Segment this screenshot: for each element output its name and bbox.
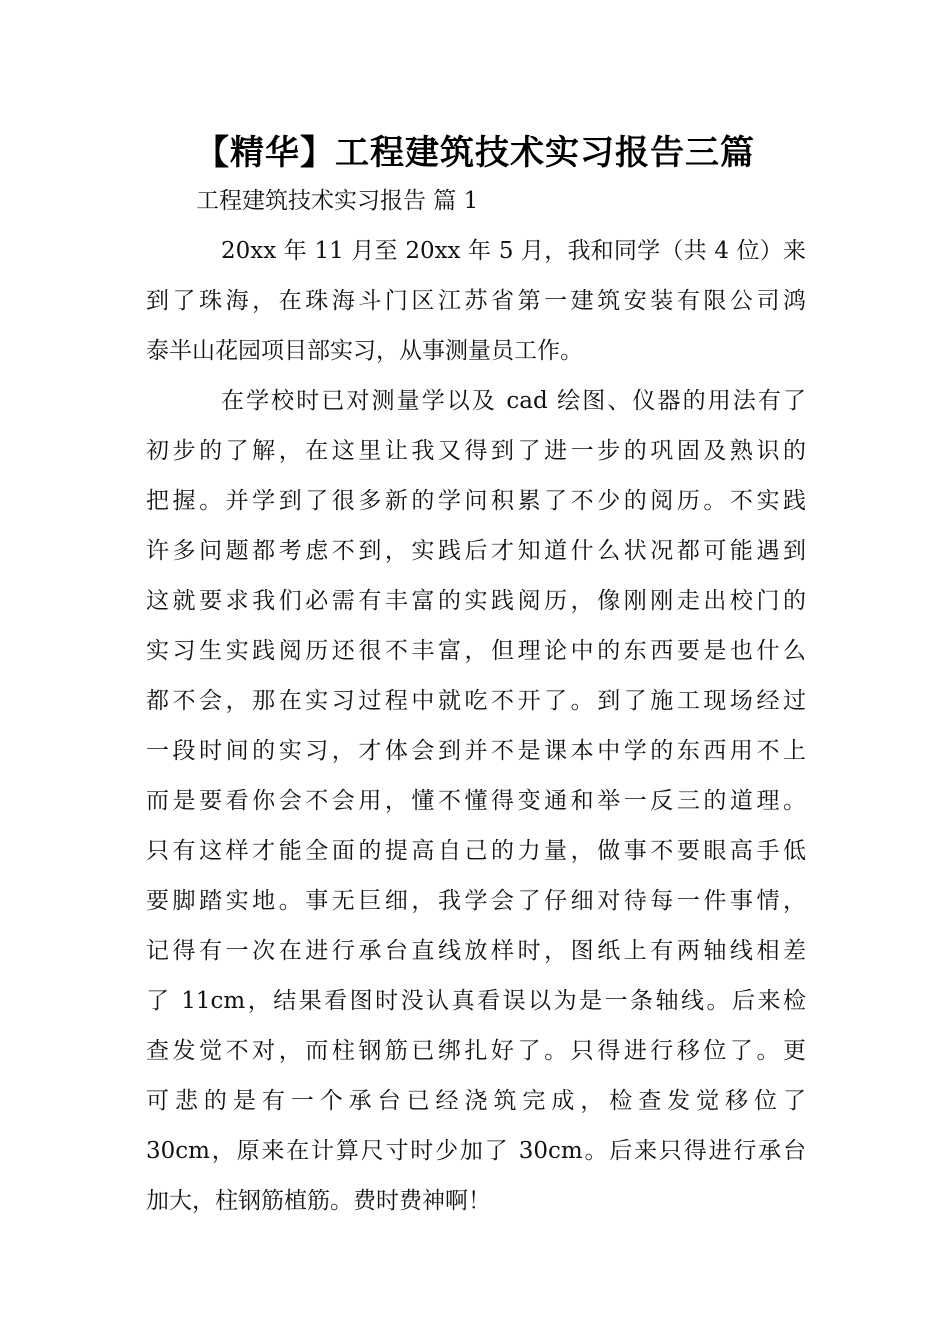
paragraph-1	[146, 226, 806, 376]
paragraph-2	[146, 376, 806, 1226]
text-line: 都不会，那在实习过程中就吃不开了。到了施工现场经过	[146, 688, 806, 714]
text-line: 了 11cm，结果看图时没认真看误以为是一条轴线。后来检	[146, 988, 806, 1014]
text-line: 实习生实践阅历还很不丰富，但理论中的东西要是也什么	[146, 638, 806, 664]
text-line: 许多问题都考虑不到，实践后才知道什么状况都可能遇到	[146, 538, 806, 564]
text-line: 记得有一次在进行承台直线放样时，图纸上有两轴线相差	[146, 938, 806, 964]
text-line: 而是要看你会不会用，懂不懂得变通和举一反三的道理。	[146, 788, 806, 814]
text-line: 30cm，原来在计算尺寸时少加了 30cm。后来只得进行承台	[146, 1138, 806, 1164]
text-line: 可悲的是有一个承台已经浇筑完成，检查发觉移位了	[146, 1088, 806, 1114]
document-title: 【精华】工程建筑技术实习报告三篇	[195, 133, 755, 173]
section-heading: 工程建筑技术实习报告 篇 1	[196, 188, 479, 214]
text-line: 这就要求我们必需有丰富的实践阅历，像刚刚走出校门的	[146, 588, 806, 614]
text-line: 查发觉不对，而柱钢筋已绑扎好了。只得进行移位了。更	[146, 1038, 806, 1064]
text-line: 到了珠海，在珠海斗门区江苏省第一建筑安装有限公司鸿	[146, 288, 806, 314]
text-line: 把握。并学到了很多新的学问积累了不少的阅历。不实践	[146, 488, 806, 514]
text-line: 20xx 年 11 月至 20xx 年 5 月，我和同学（共 4 位）来	[221, 238, 806, 264]
text-line: 泰半山花园项目部实习，从事测量员工作。	[146, 338, 583, 364]
text-line: 一段时间的实习，才体会到并不是课本中学的东西用不上	[146, 738, 806, 764]
text-line: 只有这样才能全面的提高自己的力量，做事不要眼高手低	[146, 838, 806, 864]
text-line: 加大，柱钢筋植筋。费时费神啊！	[146, 1188, 491, 1214]
text-line: 要脚踏实地。事无巨细，我学会了仔细对待每一件事情，	[146, 888, 806, 914]
text-line: 在学校时已对测量学以及 cad 绘图、仪器的用法有了	[221, 388, 806, 414]
text-line: 初步的了解，在这里让我又得到了进一步的巩固及熟识的	[146, 438, 806, 464]
